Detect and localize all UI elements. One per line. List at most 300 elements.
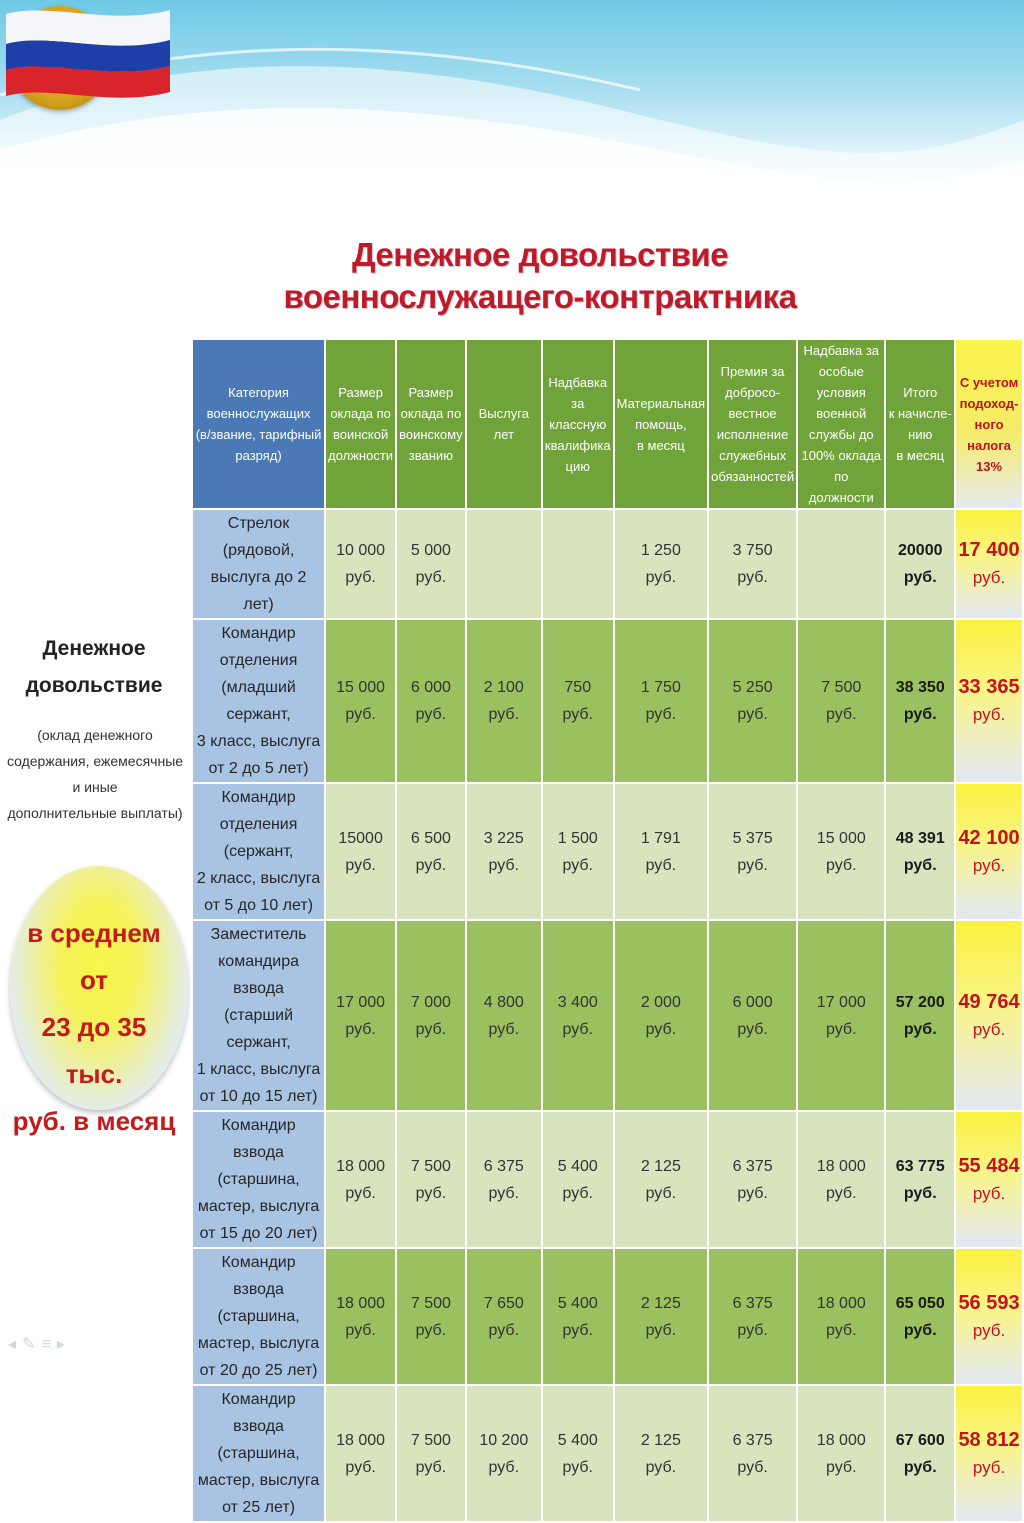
header-line: к начисле- [888,406,952,421]
pay-table [191,338,1024,1523]
bonus-cell [708,1248,797,1385]
amount-value: 7 500 [821,679,862,696]
header-line: Премия за [720,364,785,379]
bonus-cell [708,1111,797,1248]
amount-value: 18 000 [816,1294,866,1312]
header-line: оклада по [330,406,391,421]
qualification-cell [542,1385,614,1522]
currency-unit: руб. [345,1458,376,1476]
total-value: 20000 [898,542,943,559]
table-row [192,509,1023,619]
rank-salary-cell [396,920,466,1111]
total-value: 63 775 [895,1157,945,1175]
amount-value: 5 400 [557,1157,598,1175]
header-line: воинской [332,427,389,442]
amount-value: 5 250 [732,679,773,696]
currency-unit: руб. [415,1458,447,1476]
amount-value: 15 000 [336,679,386,696]
category-cell [192,783,325,920]
amount-value: 6 375 [732,1157,773,1175]
category-line: отделения [219,816,298,833]
position-salary-cell [325,1385,396,1522]
currency-unit: руб. [972,705,1006,724]
amount-value: 6 375 [732,1431,773,1449]
amount-value: 7 500 [410,1157,451,1175]
header-line: должности [328,448,394,463]
header-line: 100% оклада [801,448,882,463]
after-tax-cell [955,920,1023,1111]
side-heading-line: довольствие [25,674,163,697]
amount-value: 6 000 [410,679,451,696]
after-tax-value: 49 764 [958,990,1020,1013]
category-line: Командир [221,625,296,642]
currency-unit: руб. [645,1458,677,1476]
rank-salary-cell [396,1248,466,1385]
title-line-1: Денежное довольствие [351,236,729,273]
currency-unit: руб. [737,1458,768,1476]
currency-unit: руб. [972,568,1006,587]
col-header-special-conditions [797,339,885,509]
category-line: (младший сержант, [221,679,296,723]
category-line: мастер, выслуга [197,1335,320,1352]
after-tax-value: 56 593 [958,1291,1020,1314]
amount-value: 18 000 [816,1157,866,1175]
seniority-cell [466,1248,542,1385]
header-line: разряд) [235,448,282,463]
rank-salary-cell [396,619,466,783]
amount-value: 3 750 [732,542,773,559]
total-cell [885,1111,955,1248]
qualification-cell [542,509,614,619]
after-tax-cell [955,1385,1023,1522]
after-tax-cell [955,783,1023,920]
col-header-category [192,339,325,509]
side-note-line: содержания, ежемесячные [6,753,184,769]
amount-value: 5 400 [557,1431,598,1449]
category-line: (сержант, [223,843,294,860]
category-line: (старшина, [217,1445,300,1462]
position-salary-cell [325,509,396,619]
currency-unit: руб. [972,1457,1006,1477]
currency-unit: руб. [488,1458,520,1476]
amount-value: 2 125 [640,1294,681,1312]
col-header-rank-salary [396,339,466,509]
total-value: 65 050 [895,1294,945,1312]
total-cell [885,1248,955,1385]
currency-unit: руб. [345,1184,376,1202]
seniority-cell [466,619,542,783]
total-value: 48 391 [895,829,945,847]
header-line: цию [565,458,590,474]
currency-unit: руб. [737,1184,768,1202]
bonus-cell [708,509,797,619]
table-row [192,783,1023,920]
currency-unit: руб. [903,1321,937,1339]
header-line: 13% [976,458,1003,474]
currency-unit: руб. [562,1321,593,1339]
special-conditions-cell [797,1385,885,1522]
total-value: 38 350 [895,679,945,696]
category-line: от 10 до 15 лет) [199,1088,318,1105]
bonus-cell [708,920,797,1111]
header-line: условия [816,385,866,400]
header-line: Размер [408,385,454,400]
col-header-qualification [542,339,614,509]
arrow-left-icon[interactable]: ◂ [8,1336,23,1353]
currency-unit: руб. [737,1321,768,1339]
qualification-cell [542,1248,614,1385]
amount-value: 10 000 [336,542,386,559]
after-tax-cell [955,619,1023,783]
side-note [6,722,184,826]
currency-unit: руб. [903,569,937,586]
side-note-line: и иные [72,779,118,795]
currency-unit: руб. [415,1321,447,1339]
after-tax-value: 42 100 [958,826,1020,849]
after-tax-value: 17 400 [958,539,1020,561]
material-aid-cell [614,1385,709,1522]
menu-icon[interactable]: ≡ [41,1336,57,1353]
qualification-cell [542,619,614,783]
rank-salary-cell [396,1385,466,1522]
currency-unit: руб. [415,856,447,874]
seniority-cell [466,1111,542,1248]
amount-value: 1 500 [557,829,598,847]
header-line: Размер [338,385,383,400]
header-line: званию [408,448,453,463]
side-note-line: (оклад денежного [37,727,153,743]
rank-salary-cell [396,509,466,619]
currency-unit: руб. [415,1184,447,1202]
col-header-bonus [708,339,797,509]
category-line: (старший сержант, [224,1007,294,1051]
rank-salary-cell [396,1111,466,1248]
currency-unit: руб. [345,1020,376,1038]
special-conditions-cell [797,783,885,920]
currency-unit: руб. [345,706,376,723]
currency-unit: руб. [826,706,857,723]
header-line: Надбавка [548,374,608,390]
amount-value: 2 000 [640,993,681,1011]
currency-unit: руб. [562,1184,593,1202]
header-line: военнослужащих [206,406,311,421]
category-cell [192,1111,325,1248]
amount-value: 17 000 [336,993,386,1011]
category-line: (старшина, [217,1171,300,1188]
currency-unit: руб. [488,706,520,723]
average-callout-text [10,910,178,1145]
header-line: С учетом [959,374,1019,390]
header-line: Надбавка за [803,343,880,358]
amount-value: 2 125 [640,1431,681,1449]
header-line: Категория [228,385,289,400]
amount-value: 15000 [338,829,383,847]
total-cell [885,619,955,783]
total-cell [885,920,955,1111]
currency-unit: руб. [562,856,593,874]
qualification-cell [542,783,614,920]
seniority-cell [466,920,542,1111]
total-cell [885,1385,955,1522]
category-cell [192,1248,325,1385]
side-note-line: дополнительные выплаты) [7,805,183,821]
category-line: от 20 до 25 лет) [199,1362,318,1379]
amount-value: 5 400 [557,1294,598,1312]
currency-unit: руб. [972,1183,1006,1203]
amount-value: 3 400 [557,993,598,1011]
currency-unit: руб. [415,569,447,586]
position-salary-cell [325,920,396,1111]
amount-value: 18 000 [816,1431,866,1449]
currency-unit: руб. [903,1458,937,1476]
currency-unit: руб. [345,1321,376,1339]
amount-value: 6 375 [483,1157,524,1175]
header-line: Выслуга [478,406,529,421]
currency-unit: руб. [488,1020,520,1038]
position-salary-cell [325,1111,396,1248]
position-salary-cell [325,619,396,783]
category-line: от 2 до 5 лет) [208,760,309,777]
currency-unit: руб. [972,1019,1006,1039]
amount-value: 7 650 [483,1294,524,1312]
amount-value: 10 200 [479,1431,529,1449]
header-line: особые [818,364,864,379]
category-line: от 25 лет) [222,1499,296,1516]
currency-unit: руб. [737,1020,768,1038]
header-line: подоход- [959,395,1019,411]
header-line: нию [908,427,933,442]
qualification-cell [542,1111,614,1248]
currency-unit: руб. [737,856,768,874]
currency-unit: руб. [826,1458,857,1476]
amount-value: 6 375 [732,1294,773,1312]
header-line: по должности [808,469,874,505]
category-line: 3 класс, выслуга [196,733,321,750]
category-line: (старшина, [217,1308,300,1325]
slide-controls[interactable] [8,1334,71,1354]
table-row [192,619,1023,783]
amount-value: 17 000 [816,993,866,1011]
material-aid-cell [614,1248,709,1385]
average-line: руб. в месяц [12,1106,176,1136]
header-line: обязанностей [711,469,795,484]
amount-value: 18 000 [336,1431,386,1449]
category-cell [192,619,325,783]
currency-unit: руб. [826,1184,857,1202]
amount-value: 18 000 [336,1294,386,1312]
material-aid-cell [614,783,709,920]
amount-value: 1 250 [640,542,681,559]
table-header-row [192,339,1023,509]
category-line: Командир взвода [221,1254,296,1298]
category-line: Стрелок [227,515,290,532]
header-line: квалифика [544,437,611,453]
russian-flag-icon [0,0,170,96]
col-header-total [885,339,955,509]
currency-unit: руб. [972,1320,1006,1340]
material-aid-cell [614,1111,709,1248]
amount-value: 6 000 [732,993,773,1011]
header-line: служебных [719,448,787,463]
currency-unit: руб. [645,1321,677,1339]
currency-unit: руб. [415,706,447,723]
position-salary-cell [325,783,396,920]
header-banner [0,0,1024,200]
amount-value: 5 375 [732,829,773,847]
currency-unit: руб. [345,569,376,586]
table-row [192,920,1023,1111]
category-line: Командир [221,789,296,806]
amount-value: 15 000 [816,829,866,847]
special-conditions-cell [797,1111,885,1248]
currency-unit: руб. [488,856,520,874]
amount-value: 4 800 [483,993,524,1011]
header-line: (в/звание, тарифный [195,427,322,442]
category-line: 1 класс, выслуга [196,1061,321,1078]
currency-unit: руб. [737,569,768,586]
rank-salary-cell [396,783,466,920]
category-line: Командир взвода [221,1117,296,1161]
category-line: Командир взвода [221,1391,296,1435]
amount-value: 2 100 [483,679,524,696]
side-heading-line: Денежное [42,637,146,660]
category-line: от 5 до 10 лет) [204,897,314,914]
category-line: 2 класс, выслуга [196,870,321,887]
arrow-right-icon[interactable]: ▸ [56,1336,71,1353]
total-cell [885,509,955,619]
amount-value: 7 500 [410,1294,451,1312]
amount-value: 7 500 [410,1431,451,1449]
table-row [192,1385,1023,1522]
currency-unit: руб. [645,1184,677,1202]
currency-unit: руб. [645,569,677,586]
category-line: от 15 до 20 лет) [199,1225,318,1242]
seniority-cell [466,1385,542,1522]
currency-unit: руб. [645,856,677,874]
category-line: мастер, выслуга [197,1198,320,1215]
header-line: классную [549,416,607,432]
currency-unit: руб. [562,706,593,723]
bonus-cell [708,783,797,920]
currency-unit: руб. [345,856,376,874]
amount-value: 5 000 [410,542,451,559]
category-line: (рядовой, [222,542,295,559]
material-aid-cell [614,619,709,783]
header-line: воинскому [399,427,463,442]
amount-value: 18 000 [336,1157,386,1175]
header-line: за [571,395,585,411]
col-header-material-aid [614,339,709,509]
seniority-cell [466,783,542,920]
special-conditions-cell [797,920,885,1111]
category-cell [192,920,325,1111]
col-header-position-salary [325,339,396,509]
currency-unit: руб. [903,1020,937,1038]
table-row [192,1111,1023,1248]
header-line: в месяц [896,448,945,463]
currency-unit: руб. [903,706,937,723]
amount-value: 750 [564,679,592,696]
header-line: Материальная [616,395,706,411]
header-line: военной [816,406,867,421]
header-line: Итого [903,385,938,400]
title-line-2: военнослужащего-контрактника [283,278,797,315]
currency-unit: руб. [645,1020,677,1038]
amount-value: 1 750 [640,679,681,696]
pen-icon[interactable]: ✎ [22,1336,42,1353]
bonus-cell [708,619,797,783]
after-tax-cell [955,1111,1023,1248]
header-line: помощь, [635,416,687,432]
bonus-cell [708,1385,797,1522]
side-heading [14,630,174,704]
header-line: вестное [728,406,777,421]
currency-unit: руб. [737,706,768,723]
category-line: мастер, выслуга [197,1472,320,1489]
currency-unit: руб. [826,856,857,874]
currency-unit: руб. [645,706,677,723]
currency-unit: руб. [826,1020,857,1038]
after-tax-cell [955,1248,1023,1385]
currency-unit: руб. [562,1458,593,1476]
page-title [230,234,850,318]
amount-value: 6 500 [410,829,451,847]
header-line: добросо- [725,385,781,400]
amount-value: 7 000 [410,993,451,1011]
header-line: исполнение [716,427,789,442]
after-tax-cell [955,509,1023,619]
average-line: в среднем от [27,918,161,995]
header-line: в месяц [637,437,685,453]
amount-value: 1 791 [640,829,681,847]
amount-value: 2 125 [640,1157,681,1175]
header-line: оклада по [400,406,462,421]
currency-unit: руб. [903,1184,937,1202]
header-line: службы до [808,427,874,442]
total-cell [885,783,955,920]
category-line: Заместитель [210,926,307,943]
category-cell [192,1385,325,1522]
special-conditions-cell [797,619,885,783]
after-tax-value: 33 365 [958,676,1020,698]
position-salary-cell [325,1248,396,1385]
material-aid-cell [614,509,709,619]
category-line: выслуга до 2 лет) [210,569,307,613]
special-conditions-cell [797,509,885,619]
after-tax-value: 58 812 [958,1428,1020,1451]
header-line: лет [493,427,514,442]
special-conditions-cell [797,1248,885,1385]
category-cell [192,509,325,619]
after-tax-value: 55 484 [958,1154,1020,1177]
currency-unit: руб. [415,1020,447,1038]
total-value: 67 600 [895,1431,945,1449]
qualification-cell [542,920,614,1111]
currency-unit: руб. [972,855,1006,875]
currency-unit: руб. [826,1321,857,1339]
category-line: командира взвода [218,953,299,997]
average-line: 23 до 35 тыс. [41,1012,147,1089]
currency-unit: руб. [562,1020,593,1038]
currency-unit: руб. [903,856,937,874]
col-header-after-tax [955,339,1023,509]
seniority-cell [466,509,542,619]
category-line: отделения [219,652,298,669]
header-line: ного налога [967,416,1011,453]
amount-value: 3 225 [483,829,524,847]
currency-unit: руб. [488,1321,520,1339]
total-value: 57 200 [895,993,945,1011]
